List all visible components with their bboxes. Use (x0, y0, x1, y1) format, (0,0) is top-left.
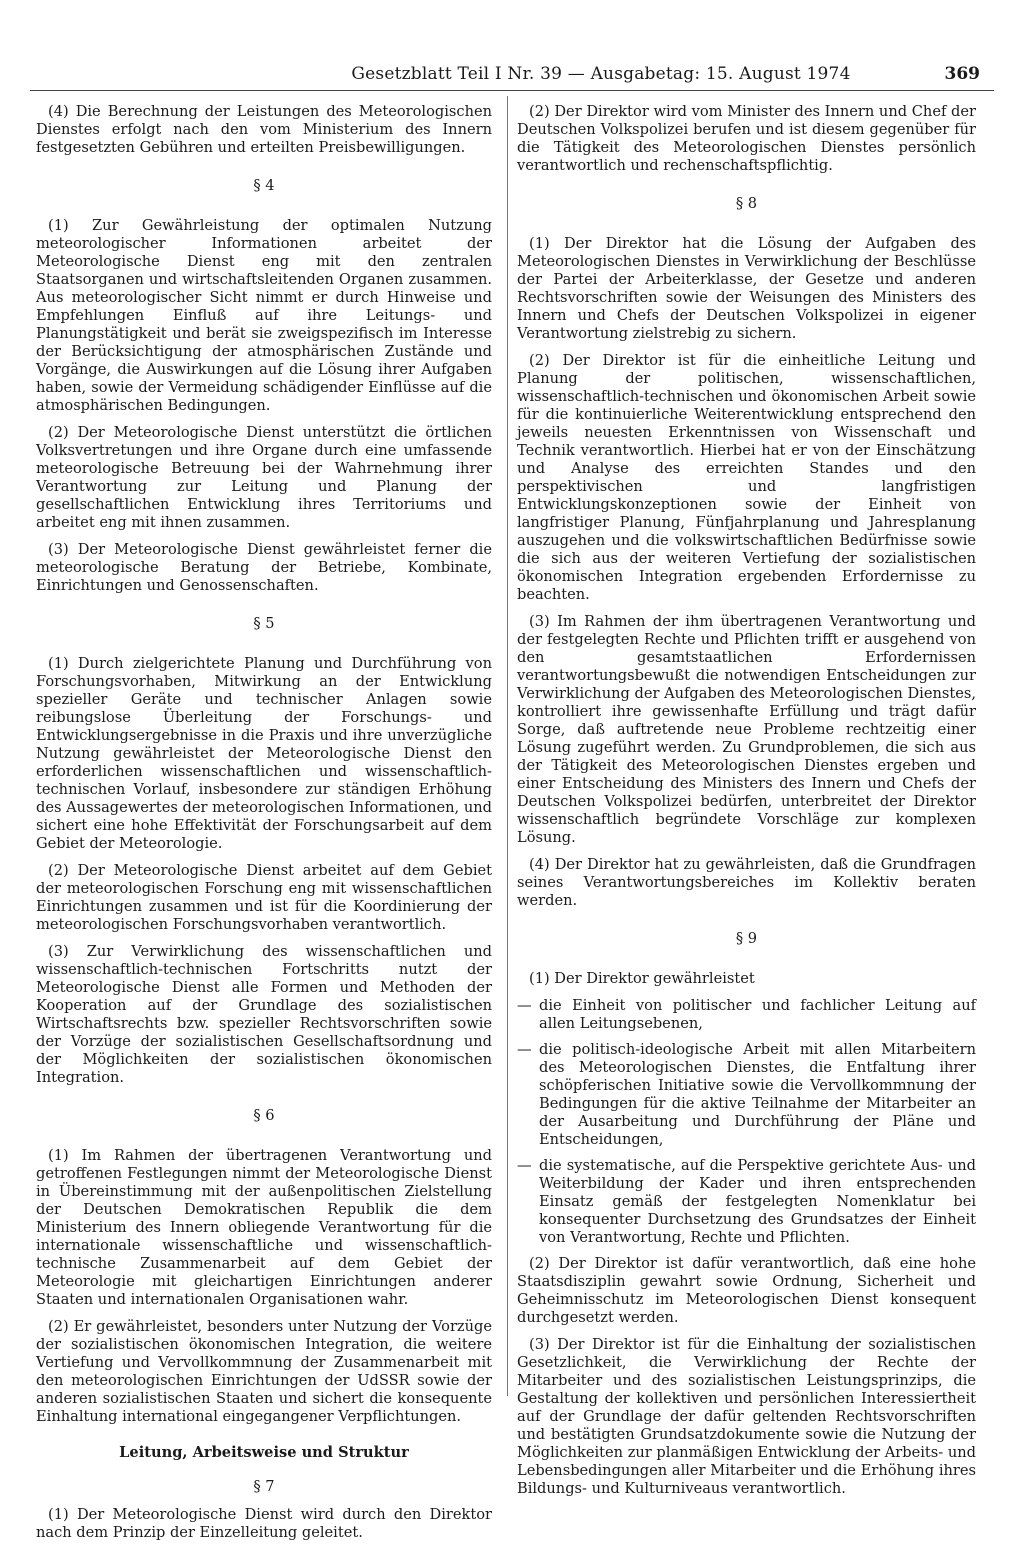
chapter-heading: Leitung, Arbeitsweise und Struktur (119, 1444, 409, 1461)
right-column (517, 103, 976, 1507)
paragraph-s4-1: (1) Zur Gewährleistung der optimalen Nutzung meteorologischer Informationen arbeitet der Meteorologische Dienst eng mit den zentralen Staatsorganen und wirtschaftsleitenden Organen zusammen. Aus meteorologischer Sicht nimmt er durch Hinweise und Empfehlungen Einfluß auf ihre Leitungs- und Planungstätigkeit und berät sie zweigspezifisch im Interesse der Berücksichtigung der atmosphärischen Zustände und Vorgänge, die Auswirkungen auf die Lösung ihrer Aufgaben haben, sowie der Vermeidung schädigender Einflüsse auf die atmosphärischen Bedingungen. (36, 217, 492, 414)
paragraph-s5-2: (2) Der Meteorologische Dienst arbeitet auf dem Gebiet der meteorologischen Forschung eng mit wissenschaftlichen Einrichtungen zusammen und ist für die Koordinierung der meteorologischen Forschungsvorhaben verantwortlich. (36, 862, 492, 933)
list-item-text: die Einheit von politischer und fachlicher Leitung auf allen Leitungsebenen, (539, 997, 976, 1032)
header-title: Gesetzblatt Teil I Nr. 39 — Ausgabetag: 15. August 1974 (351, 64, 851, 84)
paragraph-s4-2: (2) Der Meteorologische Dienst unterstützt die örtlichen Volksvertretungen und ihre Organe durch eine umfassende meteorologische Betreuung bei der Wahrnehmung ihrer Verantwortung zur Leitung und Planung der gesellschaftlichen Entwicklung ihres Territoriums und arbeitet eng mit ihnen zusammen. (36, 424, 492, 531)
page-header (0, 58, 1024, 88)
paragraph-s4-3: (3) Der Meteorologische Dienst gewährleistet ferner die meteorologische Beratung der Betriebe, Kombinate, Einrichtungen und Genossenschaften. (36, 541, 492, 594)
list-dash: — (517, 1041, 532, 1058)
section-heading-5: § 5 (253, 615, 275, 632)
list-dash: — (517, 1157, 532, 1174)
s9-list (517, 997, 976, 1247)
paragraph-s6-1: (1) Im Rahmen der übertragenen Verantwortung und getroffenen Festlegungen nimmt der Meteorologische Dienst in Übereinstimmung mit der außenpolitischen Zielstellung der Deutschen Demokratischen Republik die dem Ministerium des Innern obliegende Verantwortung für die internationale wissenschaftliche und wissenschaftlich-technische Zusammenarbeit auf dem Gebiet der Meteorologie mit gleichartigen Einrichtungen anderer Staaten und internationalen Organisationen wahr. (36, 1147, 492, 1308)
paragraph-s8-2: (2) Der Direktor ist für die einheitliche Leitung und Planung der politischen, wissenschaftlichen, wissenschaftlich-technischen und ökonomischen Arbeit sowie für die kontinuierliche Weiterentwicklung entsprechend den jeweils neuesten Erkenntnissen von Wissenschaft und Technik verantwortlich. Hierbei hat er von der Einschätzung und Analyse des erreichten Standes und den perspektivischen und langfristigen Entwicklungskonzeptionen sowie der Einheit von langfristiger Planung, Fünfjahrplanung und Jahresplanung auszugehen und die volkswirtschaftlichen Bedürfnisse sowie die sich aus der weiteren Vertiefung der sozialistischen ökonomischen Integration ergebenden Erfordernisse zu beachten. (517, 352, 976, 603)
list-item (517, 997, 976, 1033)
paragraph-s8-4: (4) Der Direktor hat zu gewährleisten, daß die Grundfragen seines Verantwortungsbereiches im Kollektiv beraten werden. (517, 856, 976, 909)
paragraph-s8-1: (1) Der Direktor hat die Lösung der Aufgaben des Meteorologischen Dienstes in Verwirklichung der Beschlüsse der Partei der Arbeiterklasse, der Gesetze und anderen Rechtsvorschriften sowie der Weisungen des Ministers des Innern und Chefs der Deutschen Volkspolizei in eigener Verantwortung zielstrebig zu sichern. (517, 235, 976, 342)
page-number: 369 (944, 64, 980, 84)
paragraph-s7-1: (1) Der Meteorologische Dienst wird durch den Direktor nach dem Prinzip der Einzelleitung geleitet. (36, 1506, 492, 1541)
paragraph-s3-4: (4) Die Berechnung der Leistungen des Meteorologischen Dienstes erfolgt nach den vom Ministerium des Innern festgesetzten Gebühren und erteilten Preisbewilligungen. (36, 103, 492, 156)
section-heading-9: § 9 (735, 930, 758, 947)
section-heading-7: § 7 (253, 1478, 275, 1495)
list-item-text: die politisch-ideologische Arbeit mit allen Mitarbeitern des Meteorologischen Dienstes, die Entfaltung ihrer schöpferischen Initiative sowie die Vervollkommnung der Bedingungen für die aktive Teilnahme der Mitarbeiter an der Ausarbeitung und Durchführung der Pläne und Entscheidungen, (539, 1041, 976, 1148)
section-heading-4: § 4 (253, 177, 275, 194)
left-column (36, 103, 492, 1551)
paragraph-s9-3: (3) Der Direktor ist für die Einhaltung der sozialistischen Gesetzlichkeit, die Verwirklichung der Rechte der Mitarbeiter und des sozialistischen Leistungsprinzips, die Gestaltung der kollektiven und persönlichen Interessiertheit auf der Grundlage der dafür geltenden Rechtsvorschriften und bestätigten Grundsatzdokumente sowie die Nutzung der Möglichkeiten zur planmäßigen Entwicklung der Arbeits- und Lebensbedingungen aller Mitarbeiter und die Erhöhung ihres Bildungs- und Kulturniveaus verantwortlich. (517, 1336, 976, 1497)
paragraph-s9-2: (2) Der Direktor ist dafür verantwortlich, daß eine hohe Staatsdisziplin gewahrt sowie Ordnung, Sicherheit und Geheimnisschutz im Meteorologischen Dienst konsequent durchgesetzt werden. (517, 1255, 976, 1326)
paragraph-s7-2: (2) Der Direktor wird vom Minister des Innern und Chef der Deutschen Volkspolizei berufen und ist diesem gegenüber für die Tätigkeit des Meteorologischen Dienstes persönlich verantwortlich und rechenschaftspflichtig. (517, 103, 976, 174)
list-item (517, 1041, 976, 1149)
paragraph-s8-3: (3) Im Rahmen der ihm übertragenen Verantwortung und der festgelegten Rechte und Pflichten trifft er ausgehend von den gesamtstaatlichen Erfordernissen verantwortungsbewußt die notwendigen Entscheidungen zur Verwirklichung der Aufgaben des Meteorologischen Dienstes, kontrolliert ihre gewissenhafte Erfüllung und trägt dafür Sorge, daß auftretende neue Probleme rechtzeitig einer Lösung zugeführt werden. Zu Grundproblemen, die sich aus der Tätigkeit des Meteorologischen Dienstes ergeben und einer Entscheidung des Ministers des Innern und Chefs der Deutschen Volkspolizei bedürfen, unterbreitet der Direktor wissenschaftlich begründete Vorschläge zur komplexen Lösung. (517, 613, 976, 846)
paragraph-s6-2: (2) Er gewährleistet, besonders unter Nutzung der Vorzüge der sozialistischen ökonomischen Integration, die weitere Vertiefung und Vervollkommnung der Zusammenarbeit mit den meteorologischen Einrichtungen der UdSSR sowie der anderen sozialistischen Staaten und sichert die konsequente Einhaltung international eingegangener Verpflichtungen. (36, 1318, 492, 1425)
paragraph-s5-1: (1) Durch zielgerichtete Planung und Durchführung von Forschungsvorhaben, Mitwirkung an der Entwicklung spezieller Geräte und technischer Anlagen sowie reibungslose Überleitung der Forschungs- und Entwicklungsergebnisse in die Praxis und ihre unverzügliche Nutzung gewährleistet der Meteorologische Dienst den erforderlichen wissenschaftlichen und wissenschaftlich-technischen Vorlauf, insbesondere zur ständigen Erhöhung des Aussagewertes der meteorologischen Informationen, und sichert eine hohe Effektivität der Forschungsarbeit auf dem Gebiet der Meteorologie. (36, 655, 492, 852)
list-dash: — (517, 997, 532, 1014)
paragraph-s5-3: (3) Zur Verwirklichung des wissenschaftlichen und wissenschaftlich-technischen Fortschritts nutzt der Meteorologische Dienst alle Formen und Methoden der Kooperation auf der Grundlage des sozialistischen Wirtschaftsrechts bzw. spezieller Rechtsvorschriften sowie der Vorzüge der sozialistischen Gesellschaftsordnung und der Möglichkeiten der sozialistischen ökonomischen Integration. (36, 943, 492, 1086)
list-item (517, 1157, 976, 1247)
paragraph-s9-1-intro: (1) Der Direktor gewährleistet (529, 970, 755, 987)
section-heading-6: § 6 (253, 1107, 275, 1124)
column-divider (507, 96, 508, 1396)
header-rule (30, 90, 994, 91)
section-heading-8: § 8 (735, 195, 758, 212)
list-item-text: die systematische, auf die Perspektive gerichtete Aus- und Weiterbildung der Kader und ihren entsprechenden Einsatz gemäß der festgelegten Nomenklatur bei konsequenter Durchsetzung des Grundsatzes der Einheit von Verantwortung, Rechte und Pflichten. (539, 1157, 976, 1246)
